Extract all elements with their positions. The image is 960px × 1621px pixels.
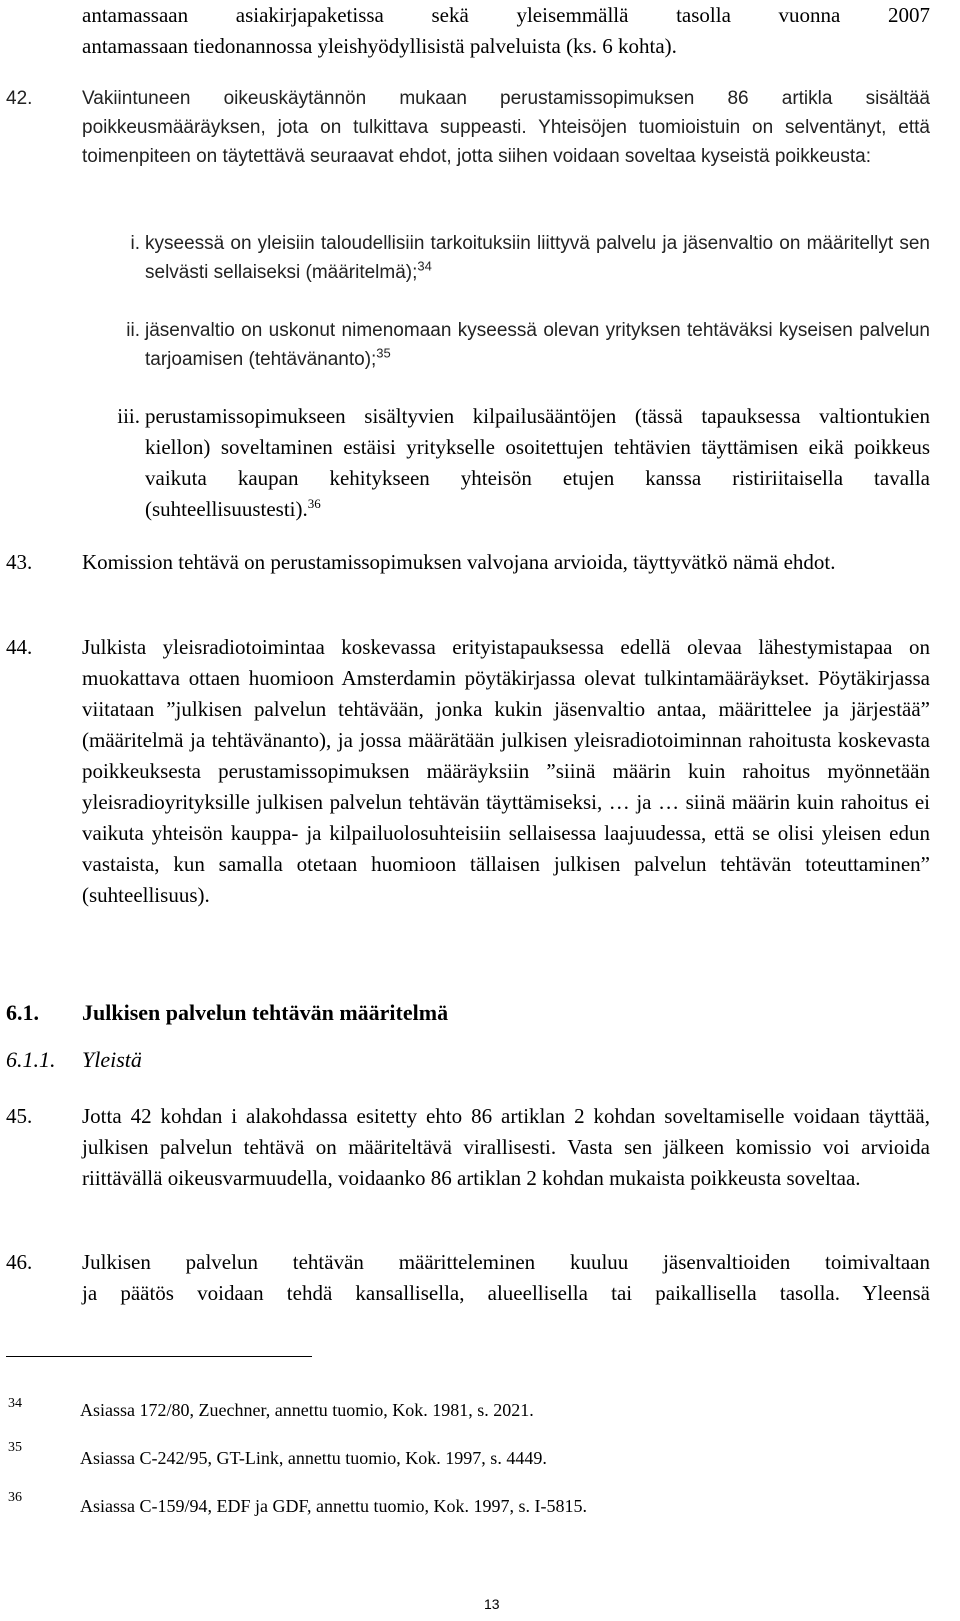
lead-line-1: antamassaan asiakirjapaketissa sekä yleisemmällä tasolla vuonna 2007 <box>82 3 930 27</box>
subitem-i-text: kyseessä on yleisiin taloudellisiin tarkoituksiin liittyvä palvelu ja jäsenvaltio on määritellyt sen selvästi sellaiseksi (määritelmä); <box>145 233 930 283</box>
paragraph-number: 42. <box>6 88 33 109</box>
paragraph-number: 46. <box>6 1250 33 1274</box>
subitem-ii <box>145 316 930 374</box>
paragraph-43: Komission tehtävä on perustamissopimuksen valvojana arvioida, täyttyvätkö nämä ehdot. <box>82 550 836 574</box>
p46-line-1: Julkisen palvelun tehtävän määritteleminen kuuluu jäsenvaltioiden toimivaltaan <box>82 1250 930 1274</box>
p46-line-2: ja päätös voidaan tehdä kansallisella, alueellisella tai paikallisella tasolla. Yleensä <box>82 1281 930 1305</box>
footnote-number: 34 <box>8 1396 22 1411</box>
paragraph-number: 44. <box>6 635 33 659</box>
footnote-number: 36 <box>8 1490 22 1505</box>
lead-line-2: antamassaan tiedonannossa yleishyödyllisistä palveluista (ks. 6 kohta). <box>82 34 677 58</box>
subitem-iii-text: perustamissopimukseen sisältyvien kilpailusääntöjen (tässä tapauksessa valtiontukien kiellon) soveltaminen estäisi yritykselle osoitettujen tehtävien täyttämisen eikä poikkeus vaikuta kaupan kehitykseen yhteisön etujen kanssa ristiriitaisella tavalla (suhteellisuustesti). <box>145 404 930 521</box>
paragraph-45: Jotta 42 kohdan i alakohdassa esitetty ehto 86 artiklan 2 kohdan soveltamiselle voidaan täyttää, julkisen palvelun tehtävä on määriteltävä virallisesti. Vasta sen jälkeen komissio voi arvioida riittävällä oikeusvarmuudella, voidaanko 86 artiklan 2 kohdan mukaista poikkeusta soveltaa. <box>82 1104 930 1190</box>
subitem-label: i. <box>130 233 140 254</box>
subitem-i <box>145 229 930 287</box>
footnote-number: 35 <box>8 1440 22 1455</box>
subitem-label: iii. <box>117 404 140 428</box>
subitem-iii <box>145 401 930 525</box>
footnote-text: Asiassa C-242/95, GT-Link, annettu tuomio, Kok. 1997, s. 4449. <box>80 1448 547 1468</box>
footnote-text: Asiassa 172/80, Zuechner, annettu tuomio, Kok. 1981, s. 2021. <box>80 1400 534 1420</box>
paragraph-46 <box>82 1247 930 1309</box>
paragraph-44: Julkista yleisradiotoimintaa koskevassa erityistapauksessa edellä olevaa lähestymistapaa on muokattava ottaen huomioon Amsterdamin pöytäkirjassa olevat tulkintamääräykset. Pöytäkirjassa viitataan ”julkisen palvelun tehtävään, jonka kukin jäsenvaltio antaa, määrittelee ja järjestää” (määritelmä ja tehtävänanto), ja jossa määrätään julkisen yleisradiotoiminnan rahoitusta koskevasta poikkeuksesta perustamissopimuksen määräyksiin ”siinä määrin kuin rahoitus myönnetään yleisradioyrityksille julkisen palvelun tehtävän täyttämiseksi, … ja … siinä määrin kuin rahoitus ei vaikuta yhteisön kauppa- ja kilpailuolosuhteisiin sellaisessa laajuudessa, että se olisi yleisen edun vastaista, kun samalla otetaan huomioon tällaisen julkisen palvelun tehtävän toteuttaminen” (suhteellisuus). <box>82 635 930 907</box>
footnote-text: Asiassa C-159/94, EDF ja GDF, annettu tuomio, Kok. 1997, s. I-5815. <box>80 1496 588 1516</box>
subitem-label: ii. <box>126 320 140 341</box>
section-number: 6.1. <box>6 1000 39 1025</box>
page-number: 13 <box>484 1596 500 1612</box>
paragraph-number: 45. <box>6 1104 33 1128</box>
paragraph-42: Vakiintuneen oikeuskäytännön mukaan perustamissopimuksen 86 artikla sisältää poikkeusmääräyksen, jota on tulkittava suppeasti. Yhteisöjen tuomioistuin on selventänyt, että toimenpiteen on täytettävä seuraavat ehdot, jotta siihen voidaan soveltaa kyseistä poikkeusta: <box>82 88 930 167</box>
section-title: Julkisen palvelun tehtävän määritelmä <box>82 1000 449 1025</box>
lead-paragraph <box>82 0 930 62</box>
footnote-ref: 34 <box>417 258 432 274</box>
footnote-ref: 36 <box>307 496 321 511</box>
paragraph-number: 43. <box>6 550 33 574</box>
subsection-number: 6.1.1. <box>6 1047 56 1072</box>
subsection-title: Yleistä <box>82 1047 142 1072</box>
subitem-ii-text: jäsenvaltio on uskonut nimenomaan kyseessä olevan yrityksen tehtäväksi kyseisen palvelun tarjoamisen (tehtävänanto); <box>145 320 930 370</box>
footnote-ref: 35 <box>376 345 391 361</box>
footnote-separator <box>6 1356 312 1357</box>
